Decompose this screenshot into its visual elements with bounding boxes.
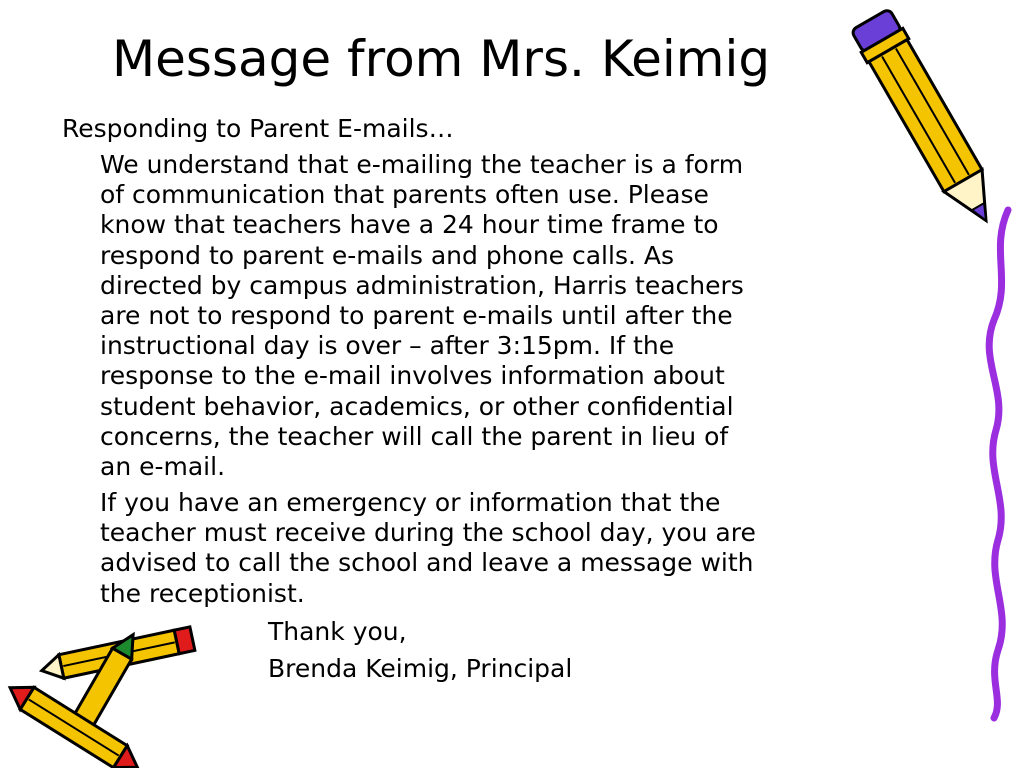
crayons-icon [0,614,200,768]
paragraph-line: an e-mail. [100,452,226,482]
paragraph-line: If you have an emergency or information that the [100,488,721,517]
paragraph-line: response to the e-mail involves information about [100,361,725,391]
closing-text: Thank you, [268,617,407,646]
paragraph-emergency [100,488,910,609]
paragraph-line: concerns, the teacher will call the parent in lieu of [100,421,729,451]
paragraph-line: advised to call the school and leave a message with [100,548,754,578]
paragraph-email-policy [100,150,910,482]
page-title: Message from Mrs. Keimig [112,30,771,88]
paragraph-line: are not to respond to parent e-mails until after the [100,301,733,331]
paragraph-line: directed by campus administration, Harris teachers [100,270,744,300]
paragraph-line: We understand that e-mailing the teacher is a form [100,150,744,179]
paragraph-line: student behavior, academics, or other confidential [100,391,734,421]
paragraph-line: instructional day is over – after 3:15pm. If the [100,331,675,361]
section-heading: Responding to Parent E-mails… [62,114,454,143]
paragraph-line: the receptionist. [100,578,305,608]
paragraph-line: respond to parent e-mails and phone calls. As [100,240,674,270]
paragraph-line: teacher must receive during the school day, you are [100,518,756,548]
paragraph-line: of communication that parents often use. Please [100,180,709,210]
squiggle-line [968,210,1024,720]
paragraph-line: know that teachers have a 24 hour time frame to [100,210,719,240]
signature-text: Brenda Keimig, Principal [268,654,573,683]
